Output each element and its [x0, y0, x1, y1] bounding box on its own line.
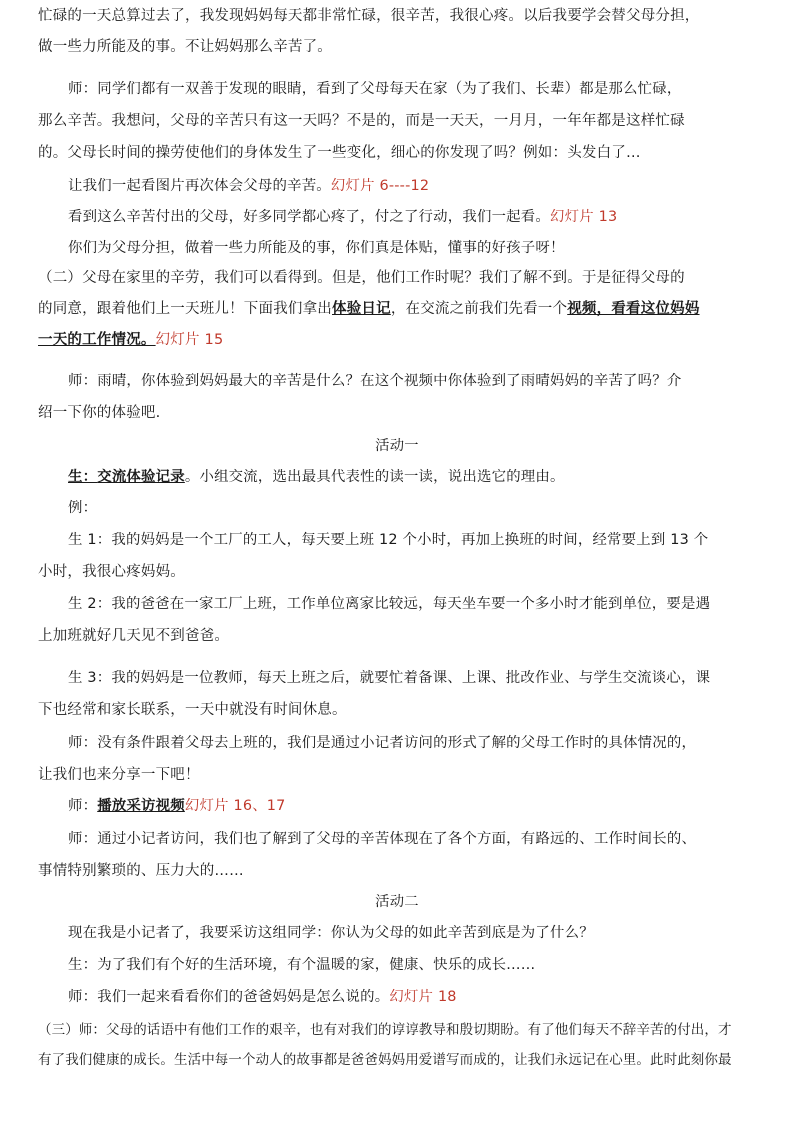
underlined-term: 交流体验记录 — [97, 469, 185, 485]
underlined-term: 体验日记 — [332, 301, 391, 317]
line-text: 让我们一起看图片再次体会父母的辛苦。 — [68, 178, 331, 194]
paragraph-line — [68, 467, 790, 487]
paragraph-line: 小时，我很心疼妈妈。 — [38, 564, 185, 580]
underlined-term: 一天的工作情况。 — [38, 332, 156, 348]
paragraph-line: 上加班就好几天见不到爸爸。 — [38, 628, 230, 644]
line-text: 师：我们一起来看看你们的爸爸妈妈是怎么说的。 — [68, 989, 390, 1005]
paragraph-line: 生 2：我的爸爸在一家工厂上班，工作单位离家比较远，每天坐车要一个多小时才能到单位，要是遇 — [68, 596, 711, 612]
paragraph-line: 做一些力所能及的事。不让妈妈那么辛苦了。 — [38, 39, 332, 55]
paragraph-line: （二）父母在家里的辛劳，我们可以看得到。但是，他们工作时呢？我们了解不到。于是征得父母的 — [38, 270, 685, 286]
paragraph-line: 师：雨晴，你体验到妈妈最大的辛苦是什么？在这个视频中你体验到了雨晴妈妈的辛苦了吗？介 — [68, 373, 682, 389]
paragraph-line — [68, 176, 790, 196]
slide-reference: 幻灯片 13 — [550, 209, 618, 225]
paragraph-line: （三）师：父母的话语中有他们工作的艰辛，也有对我们的谆谆教导和殷切期盼。有了他们每天不辞辛苦的付出，才 — [38, 1022, 732, 1038]
paragraph-line: 现在我是小记者了，我要采访这组同学：你认为父母的如此辛苦到底是为了什么？ — [68, 925, 594, 941]
paragraph-line — [38, 330, 760, 350]
line-text: 师： — [68, 798, 98, 814]
paragraph-line: 师：通过小记者访问，我们也了解到了父母的辛苦体现在了各个方面，有路远的、工作时间长的、 — [68, 831, 697, 847]
slide-reference: 幻灯片 6----12 — [330, 178, 430, 194]
paragraph-line: 绍一下你的体验吧. — [38, 405, 161, 421]
underlined-term: 生： — [68, 469, 98, 485]
paragraph-line — [68, 796, 790, 816]
paragraph-line: 你们为父母分担，做着一些力所能及的事，你们真是体贴，懂事的好孩子呀！ — [68, 240, 565, 256]
paragraph-line: 忙碌的一天总算过去了，我发现妈妈每天都非常忙碌，很辛苦，我很心疼。以后我要学会替父母分担， — [38, 8, 700, 24]
paragraph-line: 生：为了我们有个好的生活环境，有个温暖的家，健康、快乐的成长…… — [68, 957, 536, 973]
paragraph-line: 事情特别繁琐的、压力大的…… — [38, 863, 244, 879]
line-text: 看到这么辛苦付出的父母，好多同学都心疼了，付之了行动，我们一起看。 — [68, 209, 551, 225]
slide-reference: 幻灯片 15 — [155, 332, 224, 348]
slide-reference: 幻灯片 18 — [389, 989, 457, 1005]
line-text: 的同意，跟着他们上一天班儿！下面我们拿出 — [38, 301, 332, 317]
section-heading: 活动二 — [375, 894, 419, 910]
line-text: ，在交流之前我们先看一个 — [390, 301, 568, 317]
paragraph-line: 让我们也来分享一下吧！ — [38, 767, 200, 783]
line-text: 。小组交流，选出最具代表性的读一读，说出选它的理由。 — [184, 469, 565, 485]
paragraph-line: 师：同学们都有一双善于发现的眼睛，看到了父母每天在家（为了我们、长辈）都是那么忙碌， — [68, 81, 682, 97]
paragraph-line: 下也经常和家长联系，一天中就没有时间休息。 — [38, 702, 347, 718]
paragraph-line: 师：没有条件跟着父母去上班的，我们是通过小记者访问的形式了解的父母工作时的具体情况的， — [68, 735, 697, 751]
paragraph-line: 有了我们健康的成长。生活中每一个动人的故事都是爸爸妈妈用爱谱写而成的，让我们永远记在心里。此时此刻你最 — [38, 1052, 732, 1068]
paragraph-line: 生 1：我的妈妈是一个工厂的工人，每天要上班 12 个小时，再加上换班的时间，经常要上到 13 个 — [68, 532, 709, 548]
paragraph-line — [68, 207, 790, 227]
paragraph-line: 那么辛苦。我想问，父母的辛苦只有这一天吗？不是的，而是一天天，一月月，一年年都是这样忙碌 — [38, 113, 685, 129]
paragraph-line: 生 3：我的妈妈是一位教师，每天上班之后，就要忙着备课、上课、批改作业、与学生交流谈心，课 — [68, 670, 711, 686]
underlined-term: 播放采访视频 — [97, 798, 185, 814]
paragraph-line: 的。父母长时间的操劳使他们的身体发生了一些变化，细心的你发现了吗？例如：头发白了… — [38, 145, 641, 161]
slide-reference: 幻灯片 16、17 — [184, 798, 286, 814]
paragraph-line — [68, 987, 790, 1007]
paragraph-line — [38, 299, 760, 319]
underlined-term: 视频，看看这位妈妈 — [567, 301, 700, 317]
section-heading: 活动一 — [375, 438, 419, 454]
paragraph-line: 例： — [68, 500, 98, 516]
